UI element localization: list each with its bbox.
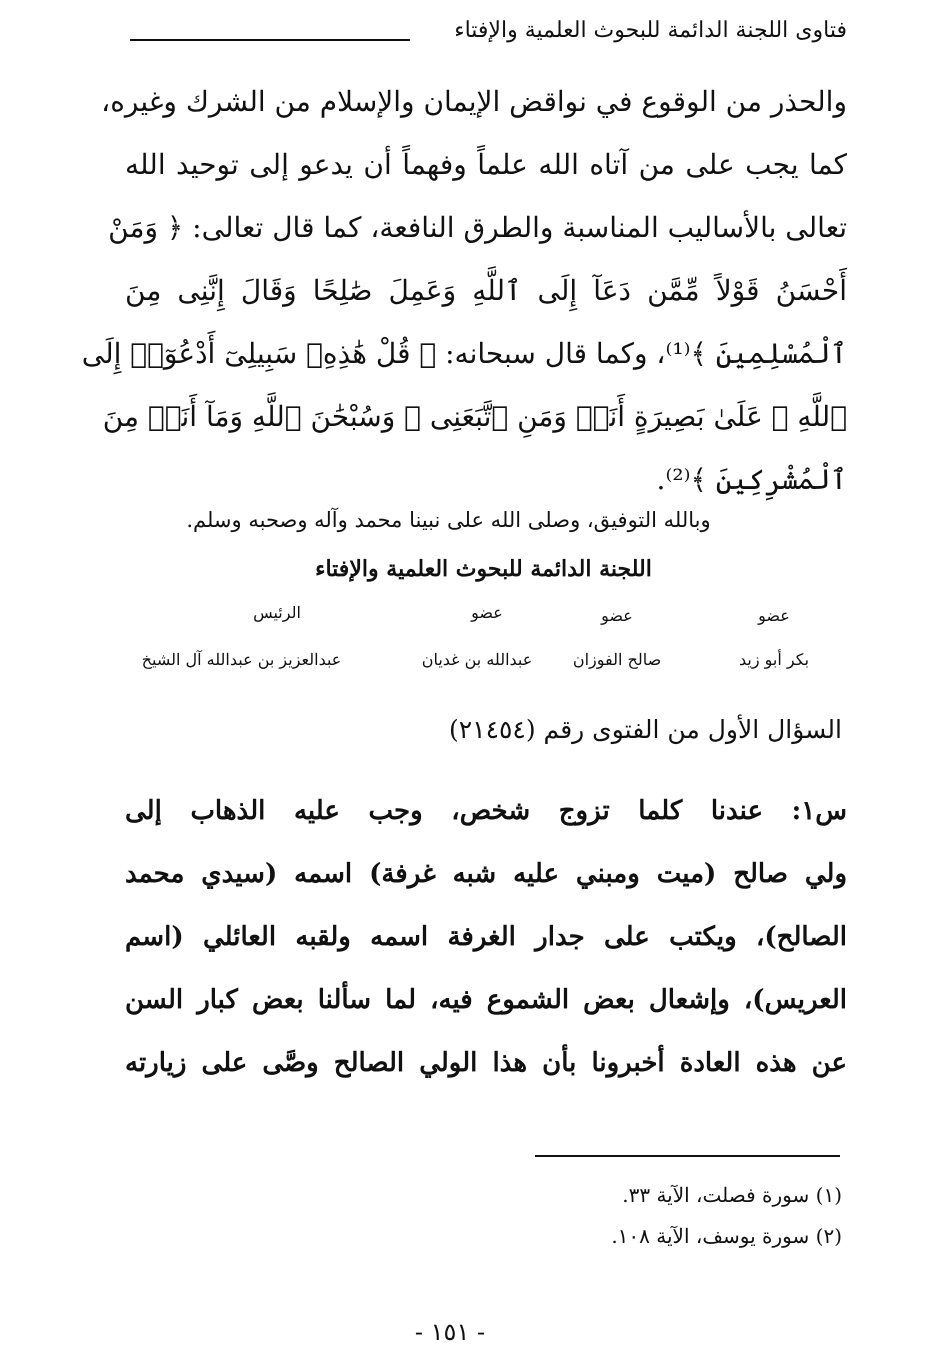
answer-line: تعالى بالأساليب المناسبة والطرق النافعة، كما قال تعالى: ﴿ وَمَنْ [108, 211, 847, 244]
page-number: - ١٥١ - [414, 1318, 486, 1346]
footnote-separator [535, 1155, 840, 1157]
question-line: العريس)، وإشعال بعض الشموع فيه، لما سألنا بعض كبار السن [125, 985, 847, 1015]
question-line: ولي صالح (ميت ومبني عليه شبه غرفة) اسمه (سيدي محمد [125, 859, 847, 889]
header-rule [130, 39, 410, 41]
signatory-name: عبدالله بن غديان [421, 650, 533, 669]
question-line: س١: عندنا كلما تزوج شخص، وجب عليه الذهاب إلى [125, 796, 847, 826]
closing-prayer: وبالله التوفيق، وصلى الله على نبينا محمد وآله وصحبه وسلم. [186, 508, 711, 532]
committee-name: اللجنة الدائمة للبحوث العلمية والإفتاء [315, 556, 652, 582]
question-line: الصالح)، ويكتب على جدار الغرفة اسمه ولقبه العائلي (اسم [125, 922, 847, 952]
question-text [125, 780, 847, 1095]
footnote: (٢) سورة يوسف، الآية ١٠٨. [611, 1224, 842, 1248]
signatory-name: صالح الفوزان [572, 650, 662, 669]
answer-line: كما يجب على من آتاه الله علماً وفهماً أن يدعو إلى توحيد الله [125, 148, 847, 181]
signatory-role: عضو [601, 606, 633, 625]
answer-line: ٱلْمُسْلِمِينَ ﴾⁽¹⁾، وكما قال سبحانه: ﴿ قُلْ هَٰذِهِۦ سَبِيلِىٓ أَدْعُوٓا۟ إِلَى [81, 337, 847, 370]
running-header [120, 18, 847, 58]
question-line: عن هذه العادة أخبرونا بأن هذا الولي الصالح وصَّى على زيارته [125, 1048, 847, 1078]
signatory-role: عضو [758, 606, 790, 625]
answer-line: ٱلْمُشْرِكِينَ ﴾⁽²⁾. [656, 463, 847, 496]
answer-line: ٱللَّهِ ۚ عَلَىٰ بَصِيرَةٍ أَنَا۠ وَمَنِ ٱتَّبَعَنِى ۖ وَسُبْحَٰنَ ٱللَّهِ وَمَآ أَنَا۠ مِنَ [102, 400, 847, 433]
answer-line: والحذر من الوقوع في نواقض الإيمان والإسلام من الشرك وغيره، [101, 85, 847, 118]
question-heading: السؤال الأول من الفتوى رقم (٢١٤٥٤) [448, 715, 842, 744]
answer-line: أَحْسَنُ قَوْلاً مِّمَّن دَعَآ إِلَى ٱللَّهِ وَعَمِلَ صَٰلِحًا وَقَالَ إِنَّنِى مِنَ [125, 274, 847, 307]
header-title: فتاوى اللجنة الدائمة للبحوث العلمية والإفتاء [454, 18, 847, 43]
fatwa-answer-text [81, 70, 847, 511]
signatory-name: بكر أبو زيد [738, 650, 810, 669]
signatory-role: عضو [471, 603, 503, 622]
signatory-role: الرئيس [253, 603, 301, 622]
footnote: (١) سورة فصلت، الآية ٣٣. [622, 1183, 842, 1207]
signatory-name: عبدالعزيز بن عبدالله آل الشيخ [141, 650, 342, 669]
